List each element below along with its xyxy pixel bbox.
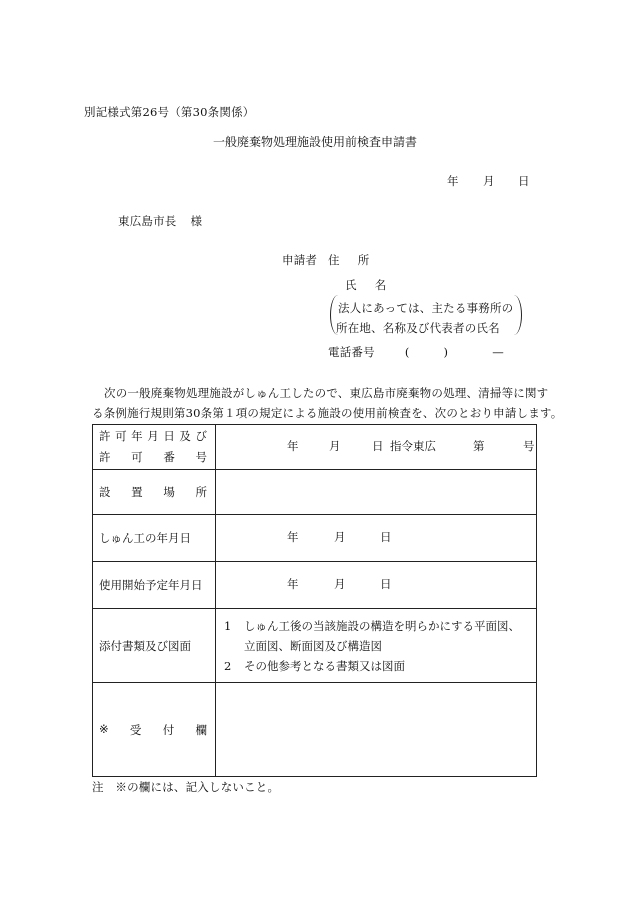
reception-value — [216, 683, 537, 777]
permit-label — [93, 425, 216, 470]
permit-number-suffix: 号 — [523, 439, 535, 453]
permit-label-line1: 許 可 年 月 日 及 び — [99, 429, 207, 443]
attachments-value — [216, 609, 537, 683]
date-year-label: 年 — [447, 174, 459, 188]
table-row-attachments — [93, 609, 537, 683]
table-row-start-date — [93, 562, 537, 609]
addressee-suffix: 様 — [190, 214, 203, 228]
attachment-item: 2 その他参考となる書類又は図面 — [224, 658, 405, 673]
document-title: 一般廃棄物処理施設使用前検査申請書 — [212, 135, 417, 149]
phone-dash: — — [492, 345, 504, 359]
permit-year-label: 年 — [287, 439, 299, 453]
permit-number-label: 第 — [473, 439, 485, 453]
location-label: 設 置 場 所 — [93, 470, 216, 515]
attachments-label: 添付書類及び図面 — [93, 609, 216, 683]
application-form-table — [92, 424, 537, 777]
completion-date-label: しゅん工の年月日 — [93, 515, 216, 562]
permit-office-label: 指令東広 — [390, 439, 436, 453]
table-row-completion-date — [93, 515, 537, 562]
body-text-line1: 次の一般廃棄物処理施設がしゅん工したので、東広島市廃棄物の処理、清掃等に関す — [104, 386, 549, 400]
footnote: 注 ※の欄には、記入しないこと。 — [92, 780, 280, 794]
applicant-label: 申請者 — [282, 253, 318, 267]
permit-day-label: 日 — [372, 439, 384, 453]
phone-paren-close: ) — [443, 345, 449, 359]
addressee-name: 東広島市長 — [118, 214, 177, 228]
table-row-reception — [93, 683, 537, 777]
phone-number-row — [328, 344, 504, 360]
permit-label-line2: 許 可 番 号 — [99, 450, 207, 464]
attachment-item: 1 しゅん工後の当該施設の構造を明らかにする平面図、立面図、断面図及び構造図 — [224, 618, 520, 653]
table-row-permit — [93, 425, 537, 470]
phone-paren-open: ( — [404, 345, 410, 359]
date-day-label: 日 — [518, 174, 530, 188]
table-row-location — [93, 470, 537, 515]
body-text-line2: る条例施行規則第30条第１項の規定による施設の使用前検査を、次のとおり申請します。 — [92, 406, 563, 420]
application-date — [447, 173, 530, 189]
form-code: 別記様式第26号（第30条関係） — [84, 105, 255, 119]
addressee — [118, 213, 202, 229]
phone-label: 電話番号 — [328, 345, 375, 359]
corporation-note-line1: 法人にあっては、主たる事務所の — [338, 301, 514, 315]
reception-label: ※ 受 付 欄 — [93, 683, 216, 777]
start-date-label: 使用開始予定年月日 — [93, 562, 216, 609]
date-month-label: 月 — [483, 174, 495, 188]
address-label: 住 所 — [328, 253, 370, 267]
corporation-note-line2: 所在地、名称及び代表者の氏名 — [336, 321, 500, 335]
start-date-value[interactable]: 年 月 日 — [216, 562, 537, 609]
permit-month-label: 月 — [329, 439, 341, 453]
location-value[interactable] — [216, 470, 537, 515]
completion-date-value[interactable]: 年 月 日 — [216, 515, 537, 562]
name-label: 氏 名 — [345, 278, 387, 292]
permit-value[interactable] — [216, 425, 537, 470]
